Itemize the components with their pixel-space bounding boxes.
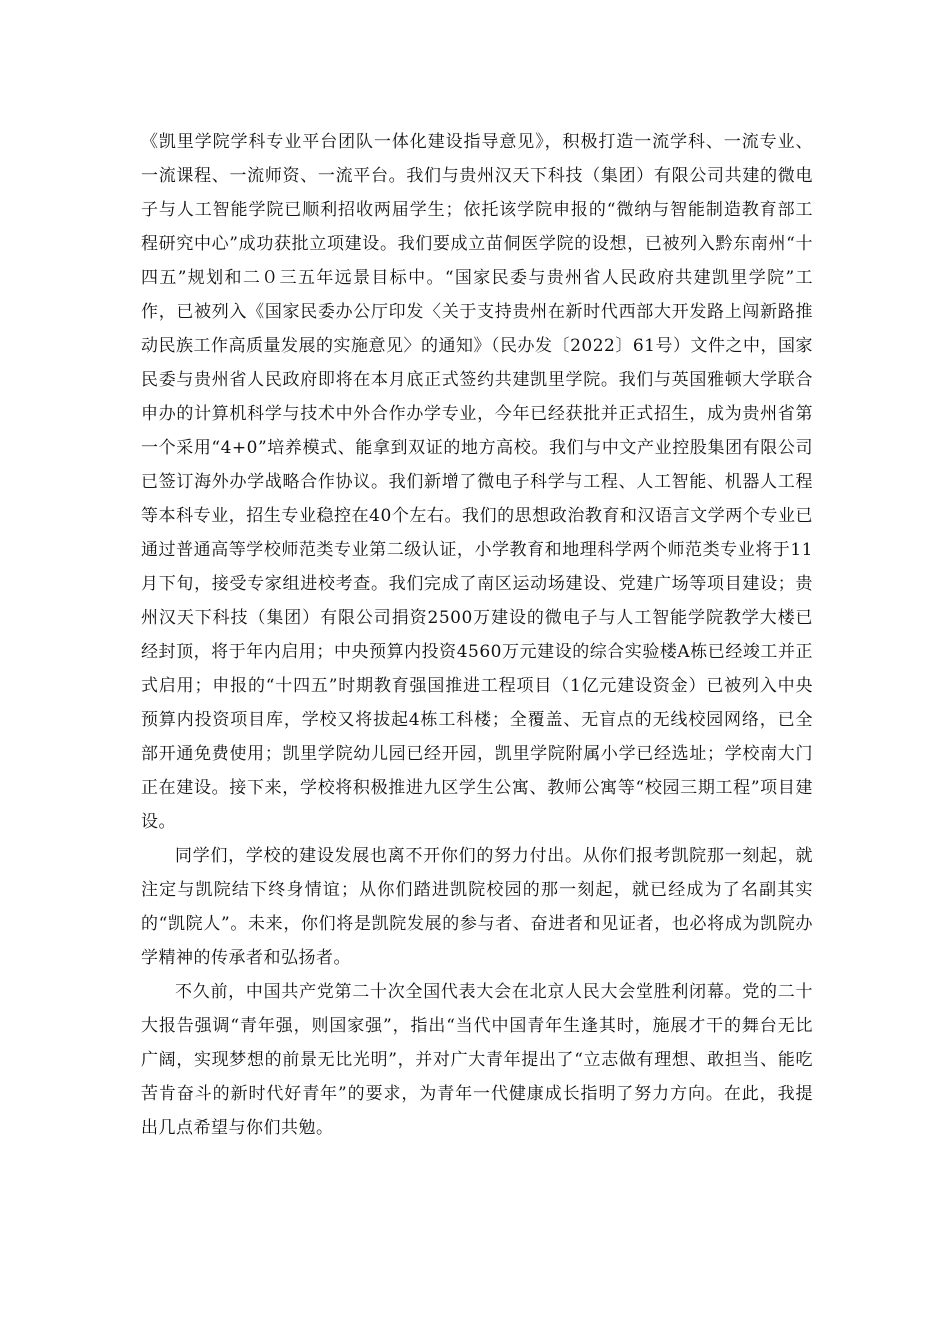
paragraph-3: 不久前，中国共产党第二十次全国代表大会在北京人民大会堂胜利闭幕。党的二十大报告强调“青年强，则国家强”，指出“当代中国青年生逢其时，施展才干的舞台无比广阔，实现梦想的前景无比光明”，并对广大青年提出了“立志做有理想、敢担当、能吃苦肯奋斗的新时代好青年”的要求，为青年一代健康成长指明了努力方向。在此，我提出几点希望与你们共勉。 (141, 982, 813, 1138)
paragraph-2: 同学们，学校的建设发展也离不开你们的努力付出。从你们报考凯院那一刻起，就注定与凯院结下终身情谊；从你们踏进凯院校园的那一刻起，就已经成为了名副其实的“凯院人”。未来，你们将是凯院发展的参与者、奋进者和见证者，也必将成为凯院办学精神的传承者和弘扬者。 (141, 846, 813, 968)
paragraph-1: 《凯里学院学科专业平台团队一体化建设指导意见》，积极打造一流学科、一流专业、一流课程、一流师资、一流平台。我们与贵州汉天下科技（集团）有限公司共建的微电子与人工智能学院已顺利招收两届学生；依托该学院申报的“微纳与智能制造教育部工程研究中心”成功获批立项建设。我们要成立苗侗医学院的设想，已被列入黔东南州“十四五”规划和二０三五年远景目标中。“国家民委与贵州省人民政府共建凯里学院”工作，已被列入《国家民委办公厅印发〈关于支持贵州在新时代西部大开发路上闯新路推动民族工作高质量发展的实施意见〉的通知》（民办发〔2022〕61号）文件之中，国家民委与贵州省人民政府即将在本月底正式签约共建凯里学院。我们与英国雅顿大学联合申办的计算机科学与技术中外合作办学专业，今年已经获批并正式招生，成为贵州省第一个采用“4+0”培养模式、能拿到双证的地方高校。我们与中文产业控股集团有限公司已签订海外办学战略合作协议。我们新增了微电子科学与工程、人工智能、机器人工程等本科专业，招生专业稳控在40个左右。我们的思想政治教育和汉语言文学两个专业已通过普通高等学校师范类专业第二级认证，小学教育和地理科学两个师范类专业将于11月下旬，接受专家组进校考查。我们完成了南区运动场建设、党建广场等项目建设；贵州汉天下科技（集团）有限公司捐资2500万建设的微电子与人工智能学院教学大楼已经封顶，将于年内启用；中央预算内投资4560万元建设的综合实验楼A栋已经竣工并正式启用；申报的“十四五”时期教育强国推进工程项目（1亿元建设资金）已被列入中央预算内投资项目库，学校又将拔起4栋工科楼；全覆盖、无盲点的无线校园网络，已全部开通免费使用；凯里学院幼儿园已经开园，凯里学院附属小学已经选址；学校南大门正在建设。接下来，学校将积极推进九区学生公寓、教师公寓等“校园三期工程”项目建设。 (141, 132, 813, 832)
body-text (141, 125, 813, 1145)
